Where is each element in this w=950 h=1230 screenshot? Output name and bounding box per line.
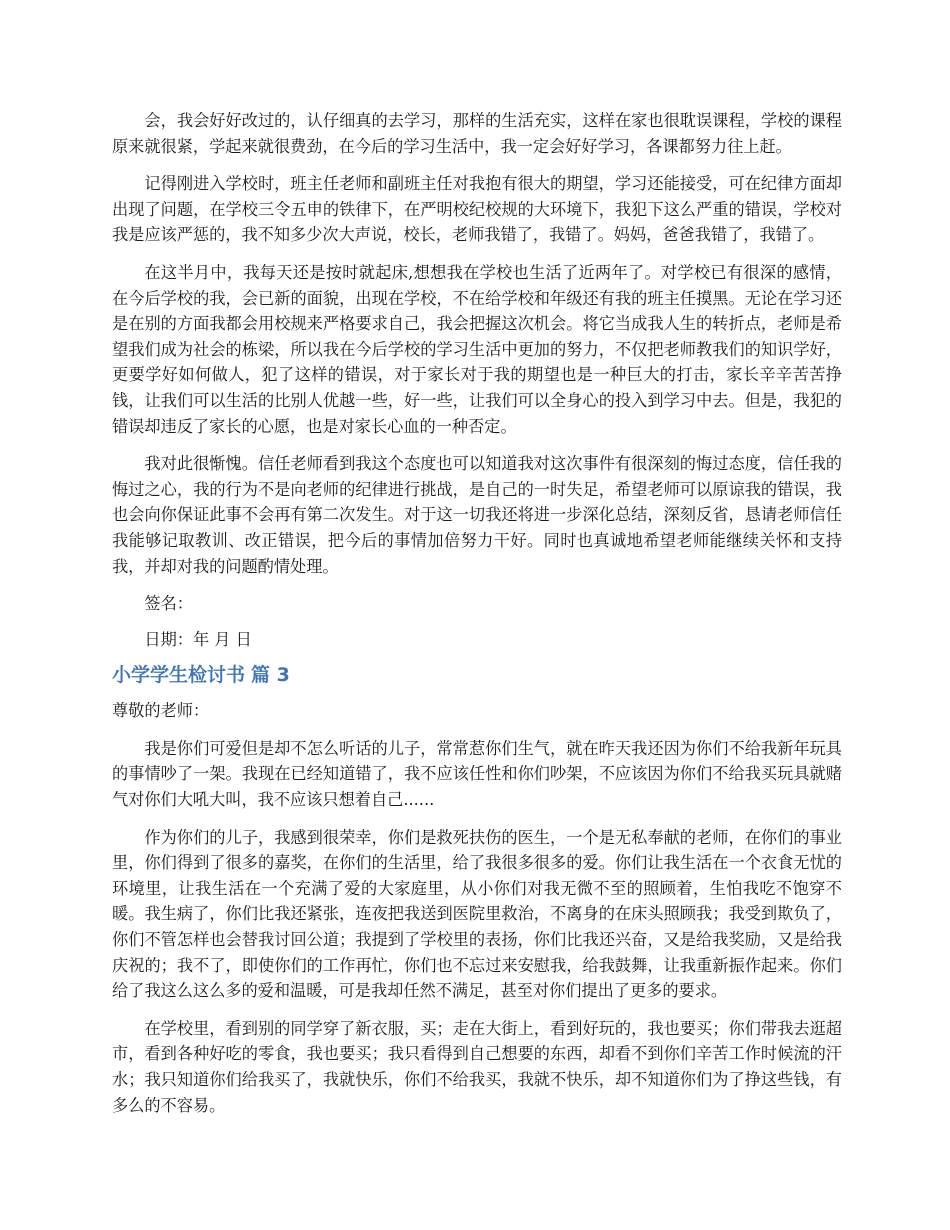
paragraph: 我是你们可爱但是却不怎么听话的儿子，常常惹你们生气，就在昨天我还因为你们不给我新年玩具的事情吵了一架。我现在已经知道错了，我不应该任性和你们吵架，不应该因为你们不给我买玩具就赌气对你们大吼大叫，我不应该只想着自己...... bbox=[112, 738, 842, 810]
salutation: 尊敬的老师： bbox=[112, 701, 210, 721]
paragraph: 会，我会好好改过的，认仔细真的去学习，那样的生活充实，这样在家也很耽误课程，学校的课程原来就很紧，学起来就很费劲，在今后的学习生活中，我一定会好好学习，各课都努力往上赶。 bbox=[112, 111, 842, 156]
date-line: 日期：年 月 日 bbox=[144, 629, 252, 649]
paragraph: 我对此很惭愧。信任老师看到我这个态度也可以知道我对这次事件有很深刻的悔过态度，信任我的悔过之心，我的行为不是向老师的纪律进行挑战，是自己的一时失足，希望老师可以原谅我的错误，我也会向你保证此事不会再有第二次发生。对于这一切我还将进一步深化总结，深刻反省，恳请老师信任我能够记取教训、改正错误，把今后的事情加倍努力干好。同时也真诚地希望老师能继续关怀和支持我，并却对我的问题酌情处理。 bbox=[112, 454, 842, 576]
paragraph: 在学校里，看到别的同学穿了新衣服，买；走在大街上，看到好玩的，我也要买；你们带我去逛超市，看到各种好吃的零食，我也要买；我只看得到自己想要的东西，却看不到你们辛苦工作时候流的汗水；我只知道你们给我买了，我就快乐，你们不给我买，我就不快乐，却不知道你们为了挣这些钱，有多么的不容易。 bbox=[112, 1018, 842, 1115]
paragraph: 在这半月中，我每天还是按时就起床,想想我在学校也生活了近两年了。对学校已有很深的感情，在今后学校的我，会已新的面貌，出现在学校，不在给学校和年级还有我的班主任摸黑。无论在学习还是在别的方面我都会用校规来严格要求自己，我会把握这次机会。将它当成我人生的转折点，老师是希望我们成为社会的栋梁，所以我在今后学校的学习生活中更加的努力，不仅把老师教我们的知识学好，更要学好如何做人，犯了这样的错误，对于家长对于我的期望也是一种巨大的打击，家长辛辛苦苦挣钱，让我们可以生活的比别人优越一些，好一些，让我们可以全身心的投入到学习中去。但是，我犯的错误却违反了家长的心愿，也是对家长心血的一种否定。 bbox=[112, 262, 842, 436]
section-heading-title: 小学学生检讨书 bbox=[112, 664, 246, 687]
signature-line: 签名： bbox=[144, 594, 193, 614]
section-heading-number: 篇 3 bbox=[251, 664, 290, 687]
paragraph: 作为你们的儿子，我感到很荣幸，你们是救死扶伤的医生，一个是无私奉献的老师，在你们的事业里，你们得到了很多的嘉奖，在你们的生活里，给了我很多很多的爱。你们让我生活在一个衣食无忧的环境里，让我生活在一个充满了爱的大家庭里，从小你们对我无微不至的照顾着，生怕我吃不饱穿不暖。我生病了，你们比我还紧张，连夜把我送到医院里救治，不离身的在床头照顾我；我受到欺负了，你们不管怎样也会替我讨回公道；我提到了学校里的表扬，你们比我还兴奋，又是给我奖励，又是给我庆祝的；我不了，即使你们的工作再忙，你们也不忘过来安慰我，给我鼓舞，让我重新振作起来。你们给了我这么这么多的爱和温暖，可是我却任然不满足，甚至对你们提出了更多的要求。 bbox=[112, 827, 842, 1001]
section-heading bbox=[112, 662, 842, 688]
paragraph: 记得刚进入学校时，班主任老师和副班主任对我抱有很大的期望，学习还能接受，可在纪律方面却出现了问题，在学校三令五申的铁律下，在严明校纪校规的大环境下，我犯下这么严重的错误，学校对我是应该严惩的，我不知多少次大声说，校长，老师我错了，我错了。妈妈，爸爸我错了，我错了。 bbox=[112, 174, 842, 245]
document-page bbox=[112, 108, 842, 1130]
